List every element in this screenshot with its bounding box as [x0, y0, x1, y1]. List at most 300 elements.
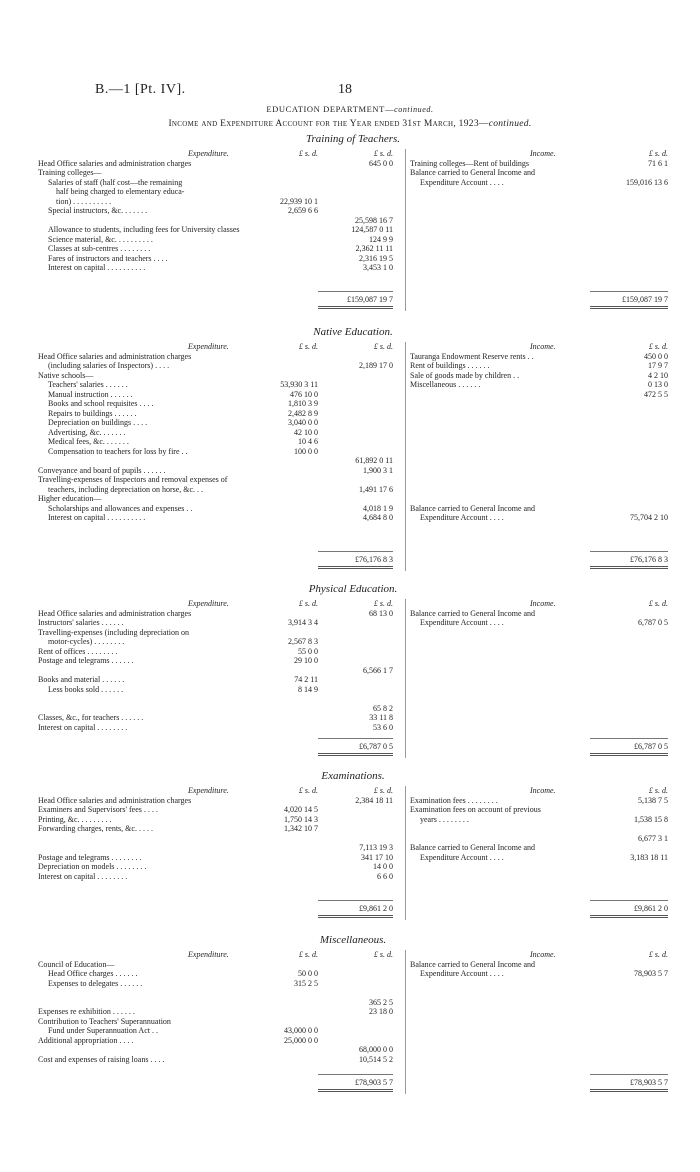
expenditure-line-item — [38, 1045, 393, 1055]
item-description: Fund under Superannuation Act . . — [48, 1026, 158, 1035]
item-description: Examination fees . . . . . . . . — [410, 795, 498, 805]
amount-total: 10,514 5 2 — [359, 1054, 393, 1064]
item-description: Teachers' salaries . . . . . . — [48, 380, 128, 389]
lsd-heading: £ s. d. — [298, 786, 318, 795]
amount-subtotal: 53,930 3 11 — [280, 380, 318, 389]
expenditure-line-item — [38, 513, 393, 523]
item-description: Depreciation on models . . . . . . . . — [38, 862, 147, 871]
amount-subtotal: 4,020 14 5 — [284, 805, 318, 814]
total-rule — [590, 551, 668, 552]
item-description: Repairs to buildings . . . . . . — [48, 408, 137, 418]
amount-subtotal: 2,567 8 3 — [288, 637, 318, 646]
lsd-heading: £ s. d. — [648, 149, 668, 158]
expenditure-line-item — [38, 399, 368, 409]
item-description: half being charged to elementary educa- — [56, 187, 185, 196]
item-description: Postage and telegrams . . . . . . . . — [38, 852, 142, 862]
column-divider — [405, 342, 406, 571]
expenditure-line-item — [38, 852, 393, 863]
item-description: Expenditure Account . . . . — [420, 852, 504, 862]
income-line-item — [410, 815, 668, 825]
income-line-item — [410, 969, 668, 979]
expenditure-line-item — [38, 1007, 393, 1017]
total-double-rule — [590, 1089, 668, 1092]
total-rule — [590, 900, 668, 901]
income-line-item — [410, 168, 668, 178]
income-header — [410, 786, 668, 796]
item-description: Advertising, &c. . . . . . . — [48, 427, 126, 437]
amount-subtotal: 2,482 8 9 — [288, 408, 318, 418]
income-line-item — [410, 352, 668, 362]
amount-subtotal: 29 10 0 — [294, 656, 318, 665]
account-title: Income and Expenditure Account for the Year ended 31st March, 1923—continued. — [168, 119, 532, 129]
amount-subtotal: 6,677 3 1 — [638, 833, 668, 843]
amount-subtotal: 3,914 3 4 — [288, 618, 318, 627]
income-line-item — [410, 371, 668, 381]
expenditure-line-item — [38, 1026, 368, 1036]
amount-subtotal: 315 2 5 — [294, 978, 318, 988]
amount-subtotal: 0 13 0 — [648, 380, 668, 389]
amount-total: 3,453 1 0 — [363, 263, 393, 272]
item-description: Travelling-expenses (including depreciation on — [38, 627, 189, 637]
expenditure-column — [38, 786, 393, 881]
item-description: Balance carried to General Income and — [410, 959, 536, 969]
expenditure-line-item — [38, 428, 368, 438]
amount-subtotal: 5,138 7 5 — [638, 795, 668, 805]
total-double-rule — [590, 915, 668, 918]
amount-subtotal: 6,787 0 5 — [638, 618, 668, 627]
item-description: Expenditure Account . . . . — [420, 177, 504, 187]
lsd-heading: £ s. d. — [373, 149, 393, 158]
lsd-heading: £ s. d. — [298, 149, 318, 158]
expenditure-line-item — [38, 178, 368, 188]
income-header — [410, 149, 668, 159]
expenditure-line-item — [38, 168, 368, 178]
item-description: Interest on capital . . . . . . . . . . — [48, 263, 146, 272]
item-description: Books and material . . . . . . — [38, 675, 125, 684]
lsd-heading: £ s. d. — [648, 342, 668, 351]
amount-subtotal: 1,750 14 3 — [284, 814, 318, 824]
expenditure-line-item — [38, 409, 368, 419]
item-description: Training colleges— — [38, 168, 102, 177]
amount-total: 645 0 0 — [369, 158, 393, 168]
expenditure-line-item — [38, 628, 368, 638]
amount-subtotal: 42 10 0 — [294, 427, 318, 437]
expenditure-line-item — [38, 418, 368, 428]
income-line-item — [410, 805, 668, 815]
amount-total: 2,362 11 11 — [355, 244, 393, 253]
amount-subtotal: 100 0 0 — [294, 446, 318, 456]
lsd-heading: £ s. d. — [373, 599, 393, 608]
amount-total: 14 0 0 — [373, 862, 393, 871]
total-rule — [590, 291, 668, 292]
amount-subtotal: 55 0 0 — [298, 646, 318, 656]
column-heading: Income. — [530, 342, 556, 351]
item-description: motor-cycles) . . . . . . . . — [48, 637, 125, 646]
amount-total: 68,000 0 0 — [359, 1045, 393, 1054]
expenditure-line-item — [38, 675, 368, 685]
amount-total: 7,113 19 3 — [359, 843, 393, 852]
item-description: Rent of buildings . . . . . . — [410, 361, 490, 370]
expenditure-line-item — [38, 862, 393, 872]
income-line-item — [410, 834, 668, 844]
expenditure-line-item — [38, 253, 393, 264]
expenditure-line-item — [38, 703, 393, 714]
amount-total: 65 8 2 — [373, 703, 393, 713]
section-training-of-teachers — [38, 133, 668, 311]
expenditure-line-item — [38, 1036, 368, 1046]
income-line-item — [410, 361, 668, 371]
amount-subtotal: 17 9 7 — [648, 361, 668, 370]
expenditure-line-item — [38, 484, 393, 495]
income-line-item — [410, 159, 668, 169]
item-description: Fares of instructors and teachers . . . . — [48, 253, 168, 263]
item-description: tion) . . . . . . . . . . — [56, 196, 112, 206]
item-description: Expenditure Account . . . . — [420, 513, 504, 522]
document-reference: B.—1 [Pt. IV]. — [95, 82, 186, 97]
expenditure-header — [38, 950, 393, 960]
income-line-item — [410, 824, 668, 834]
expenditure-line-item — [38, 685, 368, 695]
expenditure-line-item — [38, 437, 368, 447]
amount-subtotal: 75,704 2 10 — [630, 513, 668, 522]
expenditure-total: £159,087 19 7 — [347, 295, 393, 304]
total-double-rule — [318, 753, 393, 756]
item-description: Head Office salaries and administration charges — [38, 795, 192, 805]
expenditure-header — [38, 786, 393, 796]
column-divider — [405, 149, 406, 311]
column-heading: Expenditure. — [188, 342, 229, 351]
amount-total: 124,587 0 11 — [351, 225, 393, 234]
item-description: Balance carried to General Income and — [410, 503, 536, 513]
income-line-item — [410, 390, 668, 400]
expenditure-column — [38, 599, 393, 732]
item-description: Head Office charges . . . . . . — [48, 969, 138, 978]
amount-subtotal: 2,659 6 6 — [288, 206, 318, 215]
income-header — [410, 342, 668, 352]
expenditure-line-item — [38, 197, 368, 207]
expenditure-header — [38, 342, 393, 352]
item-description: (including salaries of Inspectors) . . . . — [48, 361, 170, 370]
expenditure-line-item — [38, 1054, 393, 1065]
amount-total: 53 6 0 — [373, 722, 393, 732]
income-total: £78,903 5 7 — [630, 1078, 668, 1087]
income-line-item — [410, 960, 668, 970]
item-description: Expenditure Account . . . . — [420, 618, 504, 627]
expenditure-line-item — [38, 158, 393, 169]
expenditure-line-item — [38, 815, 368, 825]
item-description: Examiners and Supervisors' fees . . . . — [38, 805, 158, 814]
item-description: Conveyance and board of pupils . . . . . . — [38, 465, 166, 475]
item-description: Expenses re exhibition . . . . . . — [38, 1007, 135, 1016]
item-description: Less books sold . . . . . . — [48, 684, 124, 694]
expenditure-line-item — [38, 834, 368, 844]
total-rule — [318, 291, 393, 292]
expenditure-line-item — [38, 795, 393, 806]
amount-total: 61,892 0 11 — [355, 456, 393, 465]
section-title: Examinations. — [321, 770, 385, 782]
item-description: Interest on capital . . . . . . . . — [38, 722, 128, 732]
column-divider — [405, 786, 406, 920]
lsd-heading: £ s. d. — [373, 342, 393, 351]
amount-subtotal: 3,040 0 0 — [288, 418, 318, 427]
expenditure-line-item — [38, 263, 393, 273]
amount-total: 1,900 3 1 — [363, 465, 393, 475]
item-description: Manual instruction . . . . . . — [48, 389, 133, 399]
income-column — [410, 342, 668, 523]
page-header — [0, 82, 700, 102]
amount-subtotal: 71 6 1 — [648, 158, 668, 168]
expenditure-total: £78,903 5 7 — [355, 1078, 393, 1087]
item-description: Balance carried to General Income and — [410, 608, 536, 618]
section-miscellaneous — [38, 934, 668, 1094]
item-description: Classes, &c., for teachers . . . . . . — [38, 713, 144, 722]
item-description: Cost and expenses of raising loans . . . . — [38, 1054, 165, 1064]
item-description: Postage and telegrams . . . . . . — [38, 656, 134, 665]
income-column — [410, 950, 668, 979]
expenditure-total: £9,861 2 0 — [359, 904, 393, 913]
income-line-item — [410, 618, 668, 628]
item-description: Head Office salaries and administration charges — [38, 608, 192, 618]
item-description: teachers, including depreciation on horse, &c. . . — [48, 484, 204, 494]
expenditure-line-item — [38, 805, 368, 815]
item-description: Special instructors, &c. . . . . . . — [48, 206, 148, 215]
item-description: Head Office salaries and administration charges — [38, 351, 192, 361]
item-description: Classes at sub-centres . . . . . . . . — [48, 244, 151, 253]
total-rule — [318, 738, 393, 739]
expenditure-line-item — [38, 361, 393, 371]
income-line-item — [410, 178, 668, 188]
item-description: Additional appropriation . . . . — [38, 1035, 134, 1045]
income-total: £159,087 19 7 — [622, 295, 668, 304]
total-rule — [318, 551, 393, 552]
income-column — [410, 599, 668, 628]
expenditure-line-item — [38, 494, 368, 504]
total-double-rule — [318, 566, 393, 569]
item-description: Head Office salaries and administration charges — [38, 158, 192, 168]
income-total: £9,861 2 0 — [634, 904, 668, 913]
item-description: Expenses to delegates . . . . . . — [48, 978, 143, 988]
amount-subtotal: 50 0 0 — [298, 969, 318, 978]
item-description: Interest on capital . . . . . . . . — [38, 871, 128, 881]
amount-total: 33 11 8 — [369, 713, 393, 722]
item-description: Balance carried to General Income and — [410, 843, 536, 852]
lsd-heading: £ s. d. — [373, 950, 393, 959]
income-header — [410, 950, 668, 960]
expenditure-line-item — [38, 225, 393, 235]
item-description: years . . . . . . . . — [420, 814, 469, 824]
column-heading: Income. — [530, 950, 556, 959]
total-rule — [318, 900, 393, 901]
item-description: Allowance to students, including fees for University classes — [48, 225, 240, 234]
amount-total: 6 6 0 — [377, 871, 393, 881]
amount-total: 25,598 16 7 — [355, 215, 393, 225]
item-description: Council of Education— — [38, 959, 115, 969]
amount-subtotal: 22,939 10 1 — [280, 196, 318, 206]
expenditure-line-item — [38, 713, 393, 723]
total-double-rule — [590, 566, 668, 569]
lsd-heading: £ s. d. — [298, 599, 318, 608]
amount-total: 365 2 5 — [369, 997, 393, 1007]
column-heading: Expenditure. — [188, 599, 229, 608]
income-line-item — [410, 380, 668, 390]
expenditure-line-item — [38, 997, 393, 1008]
expenditure-line-item — [38, 234, 393, 245]
item-description: Medical fees, &c. . . . . . . — [48, 437, 129, 446]
expenditure-total: £6,787 0 5 — [359, 742, 393, 751]
expenditure-line-item — [38, 465, 393, 476]
column-heading: Expenditure. — [188, 950, 229, 959]
expenditure-line-item — [38, 843, 393, 853]
amount-total: 68 13 0 — [369, 608, 393, 618]
item-description: Miscellaneous . . . . . . — [410, 380, 481, 389]
amount-subtotal: 43,000 0 0 — [284, 1026, 318, 1035]
income-line-item — [410, 504, 668, 514]
expenditure-line-item — [38, 608, 393, 619]
item-description: Books and school requisites . . . . — [48, 399, 154, 408]
amount-subtotal: 25,000 0 0 — [284, 1035, 318, 1045]
section-title: Physical Education. — [308, 583, 398, 595]
amount-subtotal: 10 4 6 — [298, 437, 318, 446]
expenditure-line-item — [38, 215, 393, 226]
total-rule — [318, 1074, 393, 1075]
item-description: Balance carried to General Income and — [410, 168, 536, 177]
department-heading: EDUCATION DEPARTMENT—continued. — [266, 104, 434, 114]
item-description: Native schools— — [38, 370, 94, 380]
lsd-heading: £ s. d. — [648, 950, 668, 959]
expenditure-line-item — [38, 456, 393, 466]
item-description: Travelling-expenses of Inspectors and removal expenses of — [38, 475, 228, 484]
amount-total: 2,316 19 5 — [359, 253, 393, 263]
expenditure-line-item — [38, 960, 368, 970]
item-description: Forwarding charges, rents, &c. . . . . — [38, 824, 153, 833]
item-description: Salaries of staff (half cost—the remaining — [48, 177, 183, 187]
lsd-heading: £ s. d. — [298, 950, 318, 959]
expenditure-column — [38, 149, 393, 273]
total-rule — [590, 738, 668, 739]
column-heading: Expenditure. — [188, 786, 229, 795]
expenditure-column — [38, 342, 393, 523]
expenditure-line-item — [38, 503, 393, 514]
amount-subtotal: 78,903 5 7 — [634, 969, 668, 978]
amount-total: 341 17 10 — [361, 852, 393, 862]
expenditure-line-item — [38, 187, 368, 197]
income-header — [410, 599, 668, 609]
expenditure-line-item — [38, 447, 368, 457]
income-column — [410, 149, 668, 187]
income-total: £6,787 0 5 — [634, 742, 668, 751]
amount-total: 23 18 0 — [369, 1007, 393, 1016]
amount-subtotal: 4 2 10 — [648, 370, 668, 380]
expenditure-line-item — [38, 694, 368, 704]
income-line-item — [410, 843, 668, 853]
column-heading: Income. — [530, 599, 556, 608]
section-title: Native Education. — [313, 326, 393, 338]
expenditure-total: £76,176 8 3 — [355, 555, 393, 564]
expenditure-line-item — [38, 979, 368, 989]
expenditure-line-item — [38, 206, 368, 216]
section-examinations — [38, 770, 668, 920]
income-column — [410, 786, 668, 862]
column-divider — [405, 599, 406, 758]
expenditure-column — [38, 950, 393, 1064]
amount-subtotal: 472 5 5 — [644, 389, 668, 399]
expenditure-line-item — [38, 390, 368, 400]
expenditure-line-item — [38, 475, 368, 485]
expenditure-line-item — [38, 618, 368, 628]
income-line-item — [410, 853, 668, 863]
total-double-rule — [318, 915, 393, 918]
section-title: Miscellaneous. — [319, 934, 387, 946]
total-double-rule — [318, 1089, 393, 1092]
item-description: Interest on capital . . . . . . . . . . — [48, 513, 146, 522]
expenditure-line-item — [38, 371, 368, 381]
expenditure-line-item — [38, 637, 368, 647]
section-title: Training of Teachers. — [305, 133, 401, 145]
expenditure-line-item — [38, 352, 368, 362]
column-heading: Income. — [530, 786, 556, 795]
section-native-education — [38, 326, 668, 571]
amount-subtotal: 159,016 13 6 — [626, 177, 668, 187]
amount-total: 1,491 17 6 — [359, 484, 393, 494]
item-description: Science material, &c. . . . . . . . . . — [48, 234, 153, 244]
item-description: Expenditure Account . . . . — [420, 969, 504, 978]
item-description: Depreciation on buildings . . . . — [48, 418, 148, 427]
column-heading: Expenditure. — [188, 149, 229, 158]
expenditure-line-item — [38, 969, 368, 979]
amount-subtotal: 476 10 0 — [290, 389, 318, 399]
expenditure-header — [38, 149, 393, 159]
expenditure-line-item — [38, 824, 368, 834]
total-double-rule — [590, 753, 668, 756]
expenditure-header — [38, 599, 393, 609]
amount-subtotal: 8 14 9 — [298, 684, 318, 694]
expenditure-line-item — [38, 722, 393, 733]
expenditure-line-item — [38, 988, 368, 998]
income-line-item — [410, 609, 668, 619]
item-description: Tauranga Endowment Reserve rents . . — [410, 351, 534, 361]
item-description: Scholarships and allowances and expenses . . — [48, 503, 193, 513]
item-description: Sale of goods made by children . . — [410, 370, 520, 380]
amount-subtotal: 1,342 10 7 — [284, 824, 318, 833]
column-heading: Income. — [530, 149, 556, 158]
amount-total: 2,384 18 11 — [355, 795, 393, 805]
amount-subtotal: 450 0 0 — [644, 351, 668, 361]
expenditure-line-item — [38, 665, 393, 676]
expenditure-line-item — [38, 244, 393, 254]
amount-total: 6,566 1 7 — [363, 665, 393, 675]
lsd-heading: £ s. d. — [373, 786, 393, 795]
column-divider — [405, 950, 406, 1094]
item-description: Training colleges—Rent of buildings — [410, 158, 530, 168]
item-description: Instructors' salaries . . . . . . — [38, 618, 124, 627]
lsd-heading: £ s. d. — [648, 786, 668, 795]
item-description: Contribution to Teachers' Superannuation — [38, 1016, 171, 1026]
expenditure-line-item — [38, 380, 368, 390]
amount-total: 2,189 17 0 — [359, 361, 393, 370]
expenditure-line-item — [38, 871, 393, 882]
income-line-item — [410, 513, 668, 523]
total-double-rule — [590, 306, 668, 309]
item-description: Rent of offices . . . . . . . . — [38, 646, 118, 656]
expenditure-line-item — [38, 647, 368, 657]
amount-subtotal: 74 2 11 — [294, 675, 318, 684]
expenditure-line-item — [38, 656, 368, 666]
total-double-rule — [318, 306, 393, 309]
section-physical-education — [38, 583, 668, 758]
item-description: Printing, &c. . . . . . . . . — [38, 814, 112, 824]
total-rule — [590, 1074, 668, 1075]
item-description: Compensation to teachers for loss by fire . . — [48, 446, 188, 456]
